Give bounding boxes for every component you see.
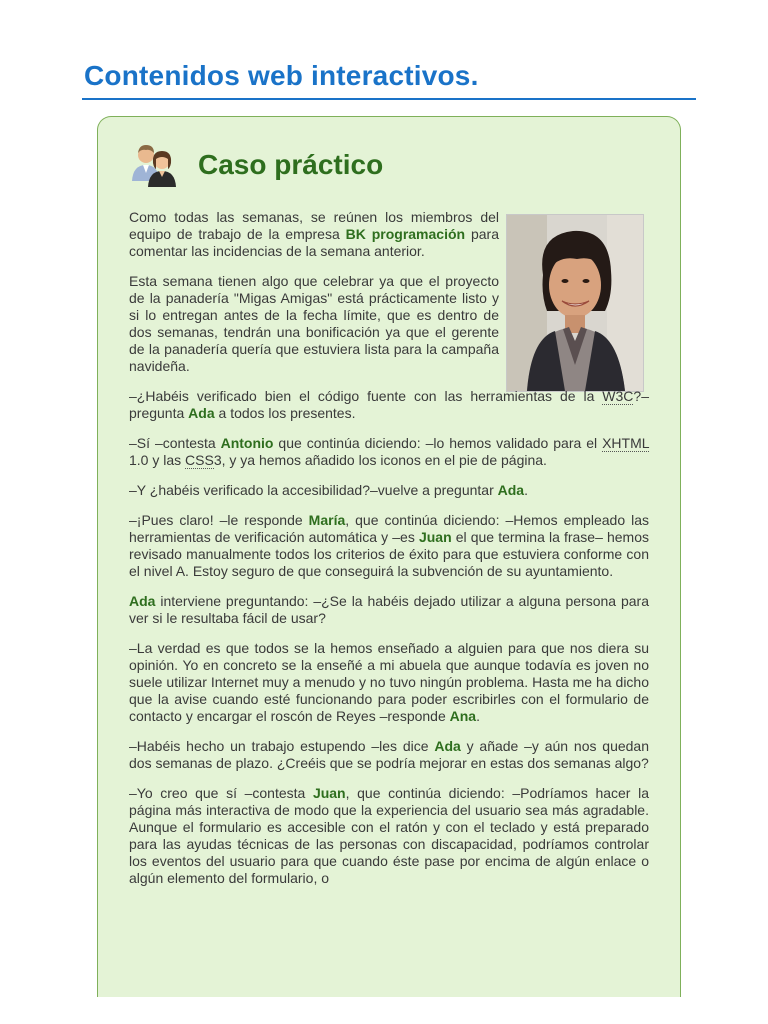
company-name: BK programación <box>345 226 466 242</box>
paragraph-3: –¿Habéis verificado bien el código fuente con las herramientas de la W3C?–pregunta Ada a todos los presentes. <box>129 388 649 421</box>
paragraph-8: –La verdad es que todos se la hemos enseñado a alguien para que nos diera su opinión. Yo en concreto se la enseñé a mi abuela que aunque todavía es joven no suele utilizar Internet muy a menudo y no tuvo ningún problema. Hasta me ha dicho que la avise cuando esté funcionando para poder escribirles con el formulario de contacto y encargar el roscón de Reyes –responde Ana. <box>129 640 649 724</box>
paragraph-5: –Y ¿habéis verificado la accesibilidad?–vuelve a preguntar Ada. <box>129 482 528 498</box>
name-juan: Juan <box>312 785 346 801</box>
page-title: Contenidos web interactivos. <box>84 60 479 91</box>
paragraph-10: –Yo creo que sí –contesta Juan, que continúa diciendo: –Podríamos hacer la página más interactiva de modo que la experiencia del usuario sea más agradable. Aunque el formulario es accesible con el ratón y con el teclado y está preparado para las ayudas técnicas de las personas con discapacidad, podríamos controlar los eventos del usuario para que cuando éste pase por encima de algún enlace o algún elemento del formulario, o <box>129 785 649 886</box>
paragraph-2: Esta semana tienen algo que celebrar ya que el proyecto de la panadería "Migas Amigas" está prácticamente listo y si lo entregan antes de la fecha límite, que es dentro de dos semanas, tendrán una bonificación ya que el gerente de la panadería quería que estuviera lista para la campaña navideña. <box>129 273 499 374</box>
w3c-abbr: W3C <box>602 388 634 404</box>
name-ada: Ada <box>188 405 215 421</box>
paragraph-4: –Sí –contesta Antonio que continúa diciendo: –lo hemos validado para el XHTML 1.0 y las CSS3, y ya hemos añadido los iconos en el pie de página. <box>129 435 649 468</box>
xhtml-abbr: XHTML <box>602 435 649 451</box>
case-text <box>129 209 649 900</box>
name-maria: María <box>308 512 346 528</box>
name-ada: Ada <box>434 738 461 754</box>
name-antonio: Antonio <box>220 435 274 451</box>
name-juan: Juan <box>418 529 452 545</box>
paragraph-6: –¡Pues claro! –le responde María, que continúa diciendo: –Hemos empleado las herramientas de verificación automática y –es Juan el que termina la frase– hemos revisado manualmente todos los criterios de éxito para que estuviera conforme con el nivel A. Estoy seguro de que conseguirá la subvención de su ayuntamiento. <box>129 512 649 579</box>
case-heading: Caso práctico <box>198 149 384 180</box>
paragraph-7: Ada interviene preguntando: –¿Se la habéis dejado utilizar a alguna persona para ver si le resultaba fácil de usar? <box>129 593 649 626</box>
name-ana: Ana <box>449 708 477 724</box>
name-ada: Ada <box>497 482 525 498</box>
paragraph-9: –Habéis hecho un trabajo estupendo –les dice Ada y añade –y aún nos quedan dos semanas de plazo. ¿Creéis que se podría mejorar en estas dos semanas algo? <box>129 738 650 771</box>
case-study-box <box>97 116 681 997</box>
paragraph-1: Como todas las semanas, se reúnen los miembros del equipo de trabajo de la empresa BK programación para comentar las incidencias de la semana anterior. <box>129 209 499 259</box>
people-icon <box>130 141 178 187</box>
css-abbr: CSS <box>185 452 214 468</box>
title-divider <box>82 98 696 100</box>
name-ada: Ada <box>129 593 156 609</box>
